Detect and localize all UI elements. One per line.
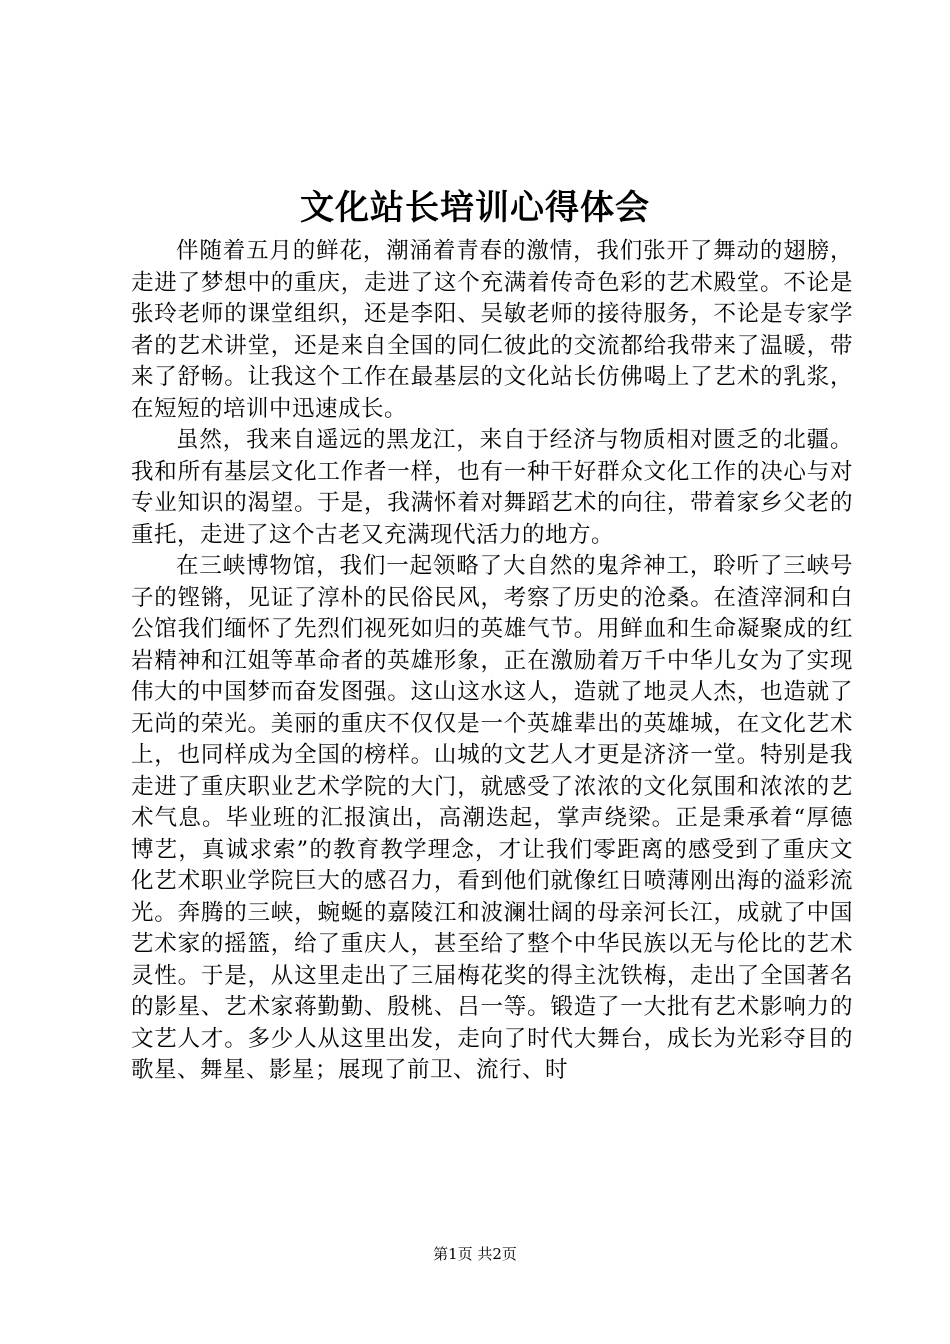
paragraph-1: 伴随着五月的鲜花，潮涌着青春的激情，我们张开了舞动的翅膀，走进了梦想中的重庆，走进了这个充满着传奇色彩的艺术殿堂。不论是张玲老师的课堂组织，还是李阳、吴敏老师的接待服务，不论是专家学者的艺术讲堂，还是来自全国的同仁彼此的交流都给我带来了温暖，带来了舒畅。让我这个工作在最基层的文化站长仿佛喝上了艺术的乳浆，在短短的培训中迅速成长。 — [131, 238, 853, 422]
paragraph-3: 在三峡博物馆，我们一起领略了大自然的鬼斧神工，聆听了三峡号子的铿锵，见证了淳朴的民俗民风，考察了历史的沧桑。在渣滓洞和白公馆我们缅怀了先烈们视死如归的英雄气节。用鲜血和生命凝聚成的红岩精神和江姐等革命者的英雄形象，正在激励着万千中华儿女为了实现伟大的中国梦而奋发图强。这山这水这人，造就了地灵人杰，也造就了无尚的荣光。美丽的重庆不仅仅是一个英雄辈出的英雄城，在文化艺术上，也同样成为全国的榜样。山城的文艺人才更是济济一堂。特别是我走进了重庆职业艺术学院的大门，就感受了浓浓的文化氛围和浓浓的艺术气息。毕业班的汇报演出，高潮迭起，掌声绕梁。正是秉承着“厚德博艺，真诚求索”的教育教学理念，才让我们零距离的感受到了重庆文化艺术职业学院巨大的感召力，看到他们就像红日喷薄刚出海的溢彩流光。奔腾的三峡，蜿蜒的嘉陵江和波澜壮阔的母亲河长江，成就了中国艺术家的摇篮，给了重庆人，甚至给了整个中华民族以无与伦比的艺术灵性。于是，从这里走出了三届梅花奖的得主沈铁梅，走出了全国著名的影星、艺术家蒋勤勤、殷桃、吕一等。锻造了一大批有艺术影响力的文艺人才。多少人从这里出发，走向了时代大舞台，成长为光彩夺目的歌星、舞星、影星；展现了前卫、流行、时 — [131, 553, 853, 1083]
paragraph-2: 虽然，我来自遥远的黑龙江，来自于经济与物质相对匮乏的北疆。我和所有基层文化工作者一样，也有一种干好群众文化工作的决心与对专业知识的渴望。于是，我满怀着对舞蹈艺术的向往，带着家乡父老的重托，走进了这个古老又充满现代活力的地方。 — [131, 427, 853, 548]
document-title: 文化站长培训心得体会 — [300, 188, 650, 228]
page-footer: 第1页 共2页 — [433, 1245, 517, 1263]
document-body — [131, 236, 853, 1087]
